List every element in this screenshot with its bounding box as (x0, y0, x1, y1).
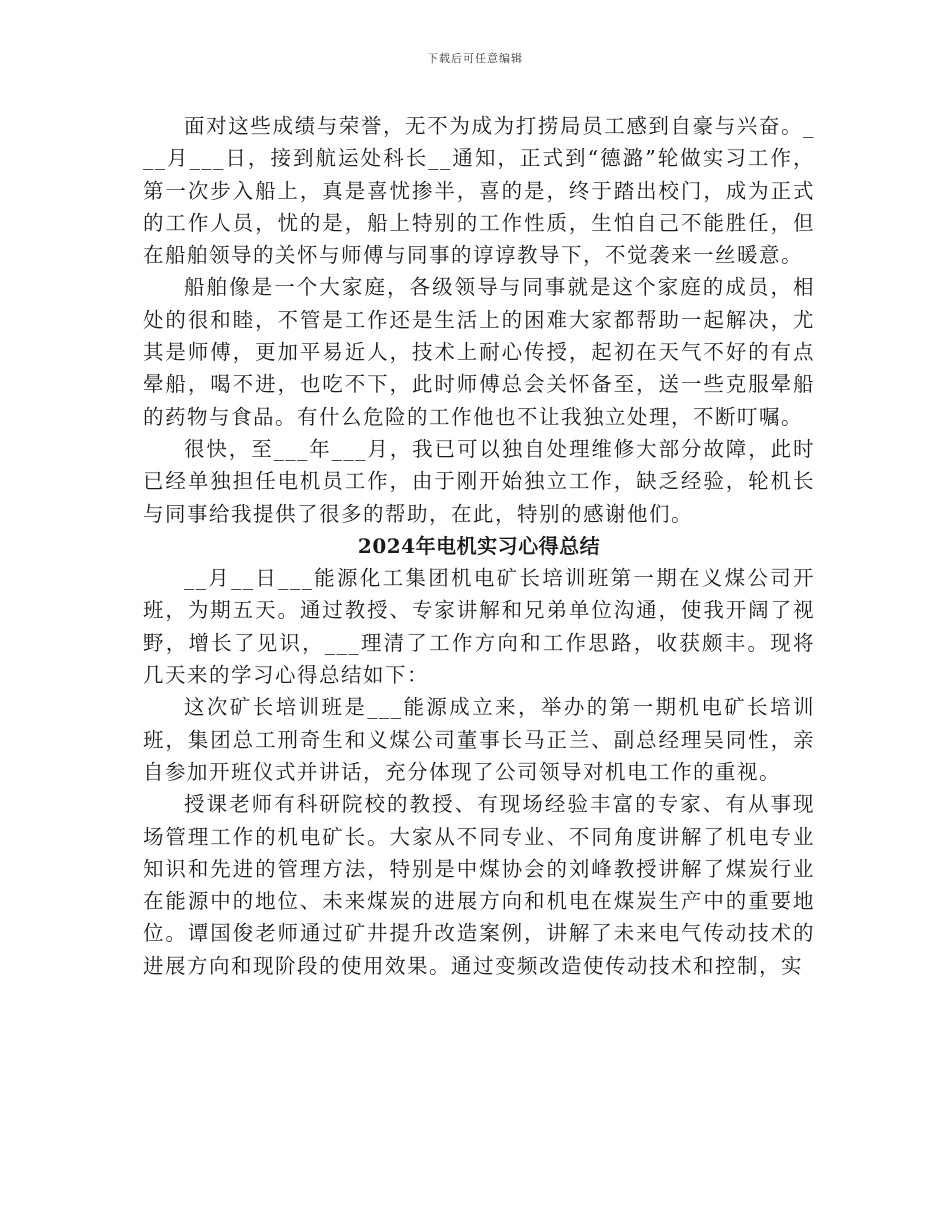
section-title: 2024年电机实习心得总结 (357, 533, 601, 558)
body-paragraph: 很快，至___年___月，我已可以独自处理维修大部分故障，此时已经单独担任电机员工作，由于刚开始独立工作，缺乏经验，轮机长与同事给我提供了很多的帮助，在此，特别的感谢他们。 (143, 436, 815, 526)
body-paragraph: 这次矿长培训班是___能源成立来，举办的第一期机电矿长培训班，集团总工刑奇生和义煤公司董事长马正兰、副总经理吴同性，亲自参加开班仪式并讲话，充分体现了公司领导对机电工作的重视。 (143, 695, 815, 784)
body-paragraph: __月__日___能源化工集团机电矿长培训班第一期在义煤公司开班，为期五天。通过教授、专家讲解和兄弟单位沟通，使我开阔了视野，增长了见识，___理清了工作方向和工作思路，收获颇丰。现将几天来的学习心得总结如下： (143, 566, 815, 688)
body-paragraph: 授课老师有科研院校的教授、有现场经验丰富的专家、有从事现场管理工作的机电矿长。大家从不同专业、不同角度讲解了机电专业知识和先进的管理方法，特别是中煤协会的刘峰教授讲解了煤炭行业在能源中的地位、未来煤炭的进展方向和机电在煤炭生产中的重要地位。谭国俊老师通过矿井提升改造案例，讲解了未来电气传动技术的进展方向和现阶段的使用效果。通过变频改造使传动技术和控制，实 (143, 792, 815, 978)
body-paragraph: 面对这些成绩与荣誉，无不为成为打捞局员工感到自豪与兴奋。___月___日，接到航运处科长__通知，正式到“德潞”轮做实习工作，第一次步入船上，真是喜忧掺半，喜的是，终于踏出校门，成为正式的工作人员，忧的是，船上特别的工作性质，生怕自己不能胜任，但在船舶领导的关怀与师傅与同事的谆谆教导下，不觉袭来一丝暖意。 (143, 114, 815, 268)
body-paragraph: 船舶像是一个大家庭，各级领导与同事就是这个家庭的成员，相处的很和睦，不管是工作还是生活上的困难大家都帮助一起解决，尤其是师傅，更加平易近人，技术上耐心传授，起初在天气不好的有点晕船，喝不进，也吃不下，此时师傅总会关怀备至，送一些克服晕船的药物与食品。有什么危险的工作他也不让我独立处理，不断叮嘱。 (143, 275, 815, 429)
page-header: 下载后可任意编辑 (427, 52, 523, 65)
document-body (143, 110, 815, 982)
